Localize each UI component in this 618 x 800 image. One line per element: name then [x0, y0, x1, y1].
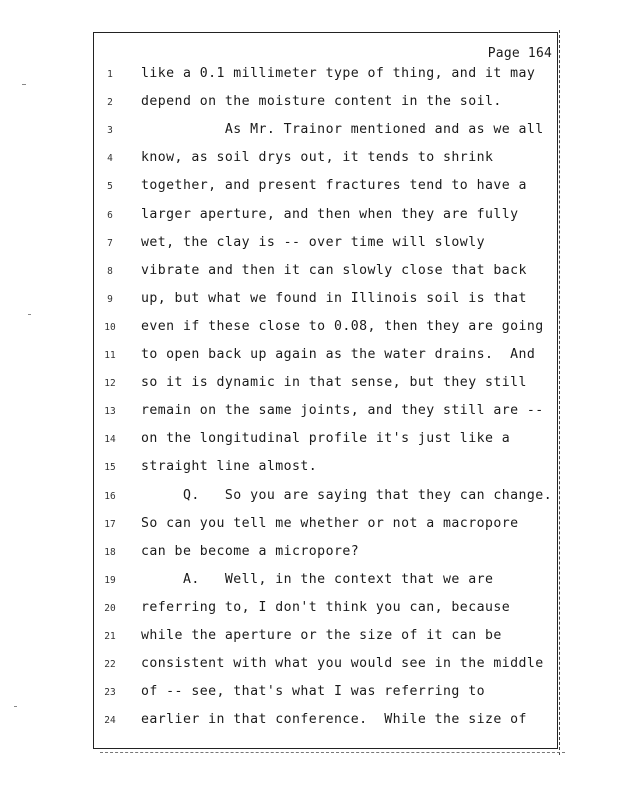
line-text: wet, the clay is -- over time will slowly: [141, 234, 485, 250]
line-number: 24: [104, 715, 116, 727]
line-number: 11: [104, 350, 116, 361]
line-number: 18: [104, 546, 116, 558]
line-text: remain on the same joints, and they still are --: [141, 403, 544, 419]
page-number: Page 164: [487, 46, 552, 61]
margin-mark: [14, 706, 17, 707]
line-number: 17: [104, 518, 116, 530]
line-text: consistent with what you would see in the middle: [141, 656, 544, 672]
line-text: while the aperture or the size of it can be: [141, 628, 502, 643]
line-number: 10: [104, 321, 116, 333]
line-text: even if these close to 0.08, then they are going: [141, 318, 544, 334]
line-text: So can you tell me whether or not a macropore: [141, 515, 519, 531]
line-text: straight line almost.: [141, 459, 318, 475]
line-number: 9: [107, 293, 113, 305]
line-number: 15: [104, 462, 116, 474]
line-number: 16: [104, 490, 116, 502]
line-text: larger aperture, and then when they are fully: [141, 206, 519, 222]
line-number: 14: [104, 434, 116, 446]
margin-mark: [22, 84, 26, 85]
line-text: to open back up again as the water drains. And: [141, 347, 536, 362]
line-text: depend on the moisture content in the soil.: [141, 94, 502, 110]
line-text: referring to, I don't think you can, because: [141, 599, 511, 615]
line-text: As Mr. Trainor mentioned and as we all: [141, 122, 544, 138]
line-number: 6: [107, 209, 113, 221]
line-text: so it is dynamic in that sense, but they still: [141, 375, 527, 391]
line-number: 3: [107, 125, 113, 137]
line-text: of -- see, that's what I was referring to: [141, 684, 485, 700]
line-text: vibrate and then it can slowly close that back: [141, 262, 527, 278]
line-number: 22: [104, 659, 116, 671]
line-number: 13: [104, 406, 116, 418]
line-number: 5: [107, 181, 113, 193]
line-number: 23: [104, 687, 116, 699]
line-number: 2: [107, 97, 113, 109]
line-text: like a 0.1 millimeter type of thing, and it may: [141, 66, 536, 81]
line-number: 7: [107, 237, 113, 249]
page-border-right-dashed: [559, 30, 560, 755]
line-number: 20: [104, 602, 116, 614]
page-border-bottom-dashed: [100, 752, 565, 753]
line-text: know, as soil drys out, it tends to shrink: [141, 150, 494, 166]
line-number: 21: [104, 631, 116, 642]
margin-mark: [28, 314, 31, 315]
line-number: 12: [104, 378, 116, 390]
line-text: together, and present fractures tend to have a: [141, 178, 527, 194]
line-text: earlier in that conference. While the size of: [141, 712, 527, 728]
line-text: up, but what we found in Illinois soil is that: [141, 290, 527, 306]
line-number: 4: [107, 153, 113, 165]
line-number: 1: [107, 69, 113, 80]
line-number: 19: [104, 574, 116, 586]
line-text: can be become a micropore?: [141, 543, 360, 559]
line-number: 8: [107, 265, 113, 277]
line-text: A. Well, in the context that we are: [141, 571, 494, 587]
line-text: Q. So you are saying that they can change.: [141, 487, 553, 503]
line-text: on the longitudinal profile it's just like a: [141, 431, 511, 447]
